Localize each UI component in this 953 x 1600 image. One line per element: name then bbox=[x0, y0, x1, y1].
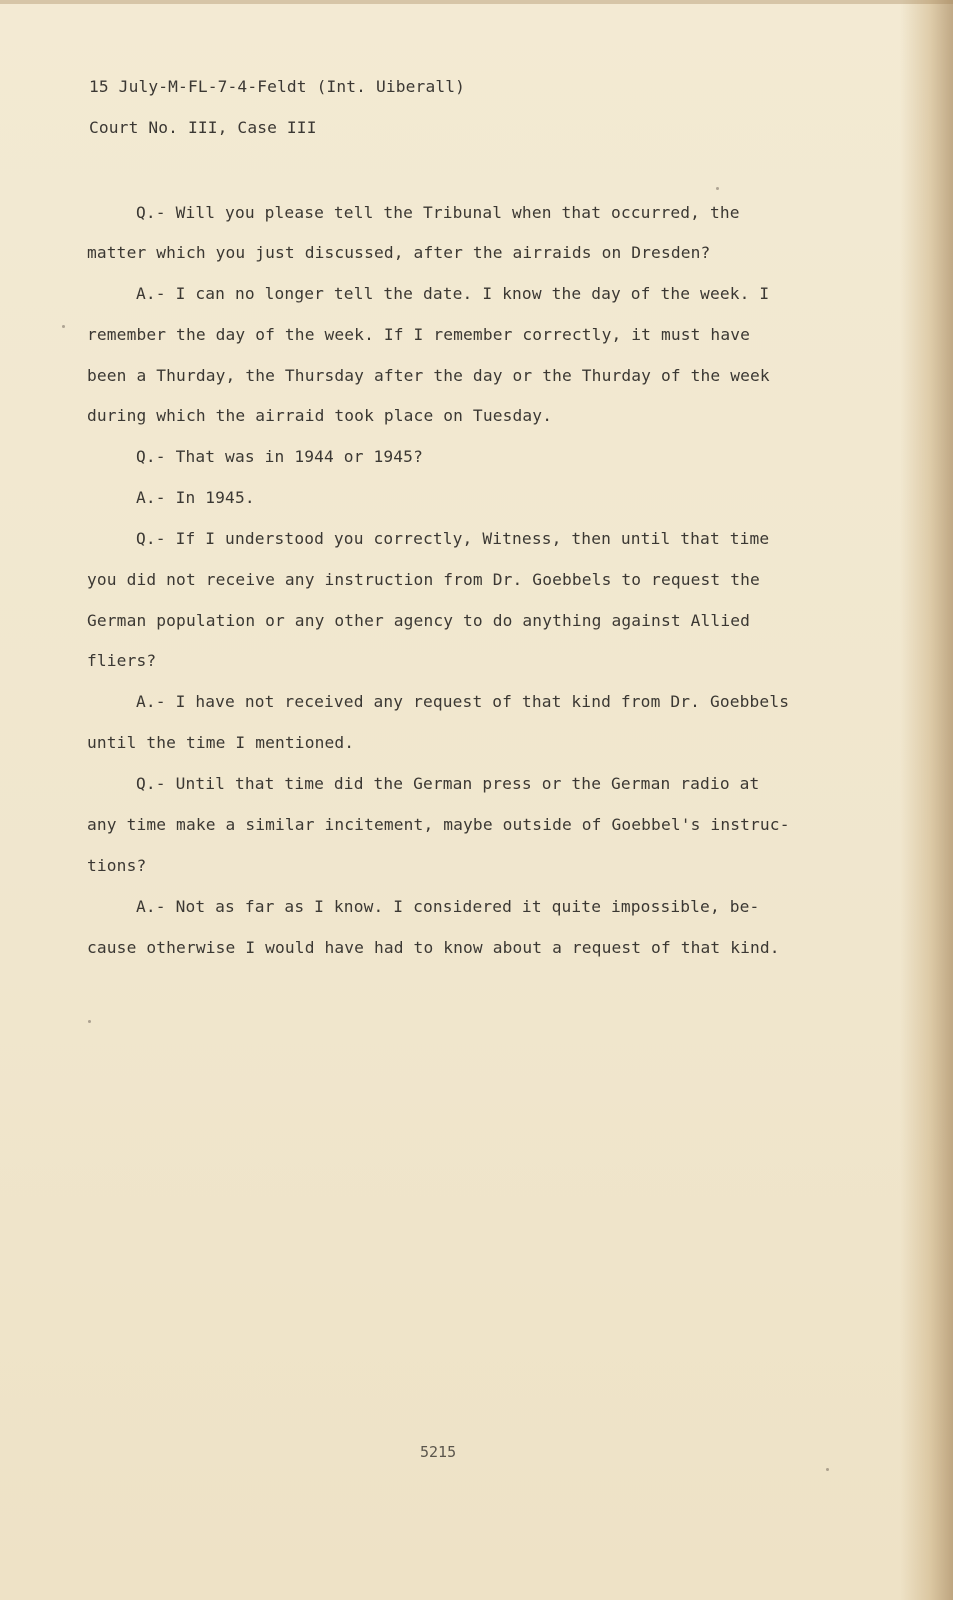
text-line: any time make a similar incitement, maybe outside of Goebbel's instruc- bbox=[87, 815, 790, 834]
page-number: 5215 bbox=[420, 1443, 457, 1461]
answer-line: A.- In 1945. bbox=[136, 488, 255, 507]
question-line: Q.- Will you please tell the Tribunal when that occurred, the bbox=[136, 203, 740, 222]
text-line: matter which you just discussed, after the airraids on Dresden? bbox=[87, 243, 711, 262]
paper-speck bbox=[88, 1020, 91, 1023]
answer-line: A.- I can no longer tell the date. I know the day of the week. I bbox=[136, 284, 770, 303]
text-line: until the time I mentioned. bbox=[87, 733, 355, 752]
text-line: during which the airraid took place on Tuesday. bbox=[87, 406, 553, 425]
text-line: fliers? bbox=[87, 651, 157, 670]
question-line: Q.- That was in 1944 or 1945? bbox=[136, 447, 423, 466]
paper-speck bbox=[62, 325, 65, 328]
answer-line: A.- I have not received any request of that kind from Dr. Goebbels bbox=[136, 692, 790, 711]
question-line: Q.- Until that time did the German press or the German radio at bbox=[136, 774, 760, 793]
text-line: tions? bbox=[87, 856, 147, 875]
header-line-court: Court No. III, Case III bbox=[89, 118, 317, 137]
paper-speck bbox=[826, 1468, 829, 1471]
answer-line: A.- Not as far as I know. I considered it quite impossible, be- bbox=[136, 897, 760, 916]
text-line: you did not receive any instruction from Dr. Goebbels to request the bbox=[87, 570, 760, 589]
text-line: cause otherwise I would have had to know about a request of that kind. bbox=[87, 938, 780, 957]
text-line: been a Thurday, the Thursday after the day or the Thurday of the week bbox=[87, 366, 770, 385]
question-line: Q.- If I understood you correctly, Witness, then until that time bbox=[136, 529, 770, 548]
text-line: remember the day of the week. If I remember correctly, it must have bbox=[87, 325, 751, 344]
header-line-session: 15 July-M-FL-7-4-Feldt (Int. Uiberall) bbox=[89, 77, 466, 96]
page-top-edge bbox=[0, 0, 953, 4]
paper-speck bbox=[716, 187, 719, 190]
text-line: German population or any other agency to do anything against Allied bbox=[87, 611, 751, 630]
